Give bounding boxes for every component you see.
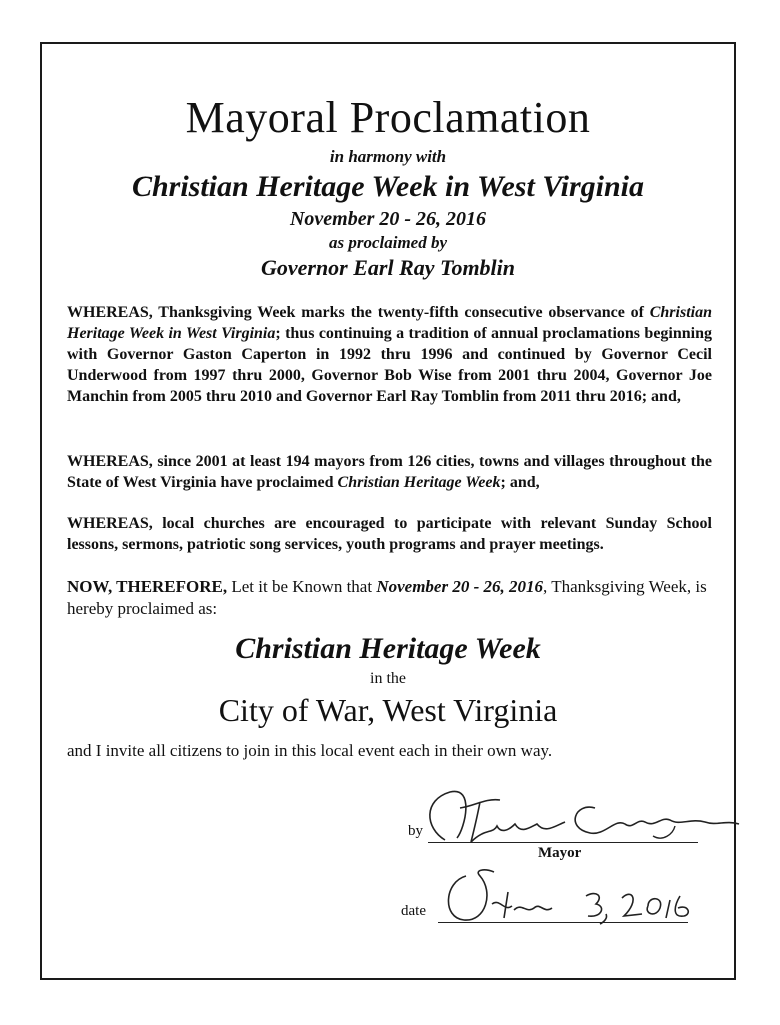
city-name: City of War, West Virginia: [218, 692, 558, 728]
whereas-paragraph-2: WHEREAS, since 2001 at least 194 mayors from 126 cities, towns and villages throughout the State of West Virginia have proclaimed Christian Heritage Week; and,: [67, 453, 712, 491]
invitation-text: and I invite all citizens to join in this local event each in their own way.: [67, 741, 553, 760]
proclaimed-week: Christian Heritage Week: [235, 632, 541, 665]
subtitle: in harmony with: [329, 147, 447, 166]
governor-name: Governor Earl Ray Tomblin: [260, 255, 516, 280]
event-heading: Christian Heritage Week in West Virginia: [131, 170, 645, 203]
date-label: date: [401, 903, 426, 919]
mayor-title: Mayor: [538, 845, 582, 861]
whereas-paragraph-1: WHEREAS, Thanksgiving Week marks the twenty-fifth consecutive observance of Christian Heritage Week in West Virginia; thus continuing a tradition of annual proclamations beginning with Governor Gaston Caperton in 1992 thru 1996 and continued by Governor Cecil Underwood from 1997 thru 2000, Governor Bob Wise from 2001 thru 2004, Governor Joe Manchin from 2005 thru 2010 and Governor Earl Ray Tomblin from 2011 thru 2016; and,: [67, 304, 713, 405]
in-the-label: in the: [370, 670, 406, 687]
whereas-paragraph-3: WHEREAS, local churches are encouraged to participate with relevant Sunday School lessons, sermons, patriotic song services, youth programs and prayer meetings.: [67, 515, 712, 553]
proclaimed-by-label: as proclaimed by: [328, 233, 448, 252]
document-title: Mayoral Proclamation: [185, 93, 591, 142]
by-label: by: [408, 823, 423, 839]
handwritten-date: [434, 862, 704, 932]
resolution-paragraph: NOW, THEREFORE, Let it be Known that November 20 - 26, 2016, Thanksgiving Week, is hereby proclaimed as:: [67, 577, 707, 618]
event-dates: November 20 - 26, 2016: [289, 208, 487, 230]
